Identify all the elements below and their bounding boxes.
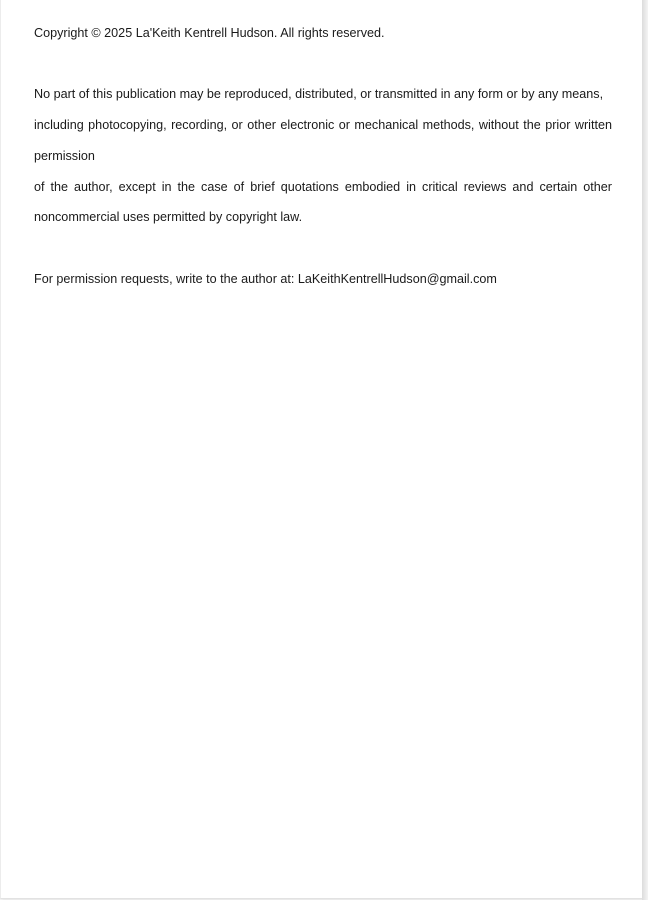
reproduction-notice-line-1: No part of this publication may be reproduced, distributed, or transmitted in any form or by any means, — [34, 87, 604, 102]
paragraph-gap — [34, 233, 612, 264]
page-edge-shadow — [642, 0, 648, 900]
page-content — [34, 18, 612, 294]
copyright-notice: Copyright © 2025 La'Keith Kentrell Hudson. All rights reserved. — [34, 26, 385, 40]
permission-requests-text: For permission requests, write to the author at: LaKeithKentrellHudson@gmail.com — [34, 271, 497, 286]
reproduction-notice-line-2: including photocopying, recording, or other electronic or mechanical methods, without the prior written permission — [34, 118, 612, 163]
reproduction-notice-line-3: of the author, except in the case of brief quotations embodied in critical reviews and certain other noncommercial uses permitted by copyright law. — [34, 179, 612, 225]
